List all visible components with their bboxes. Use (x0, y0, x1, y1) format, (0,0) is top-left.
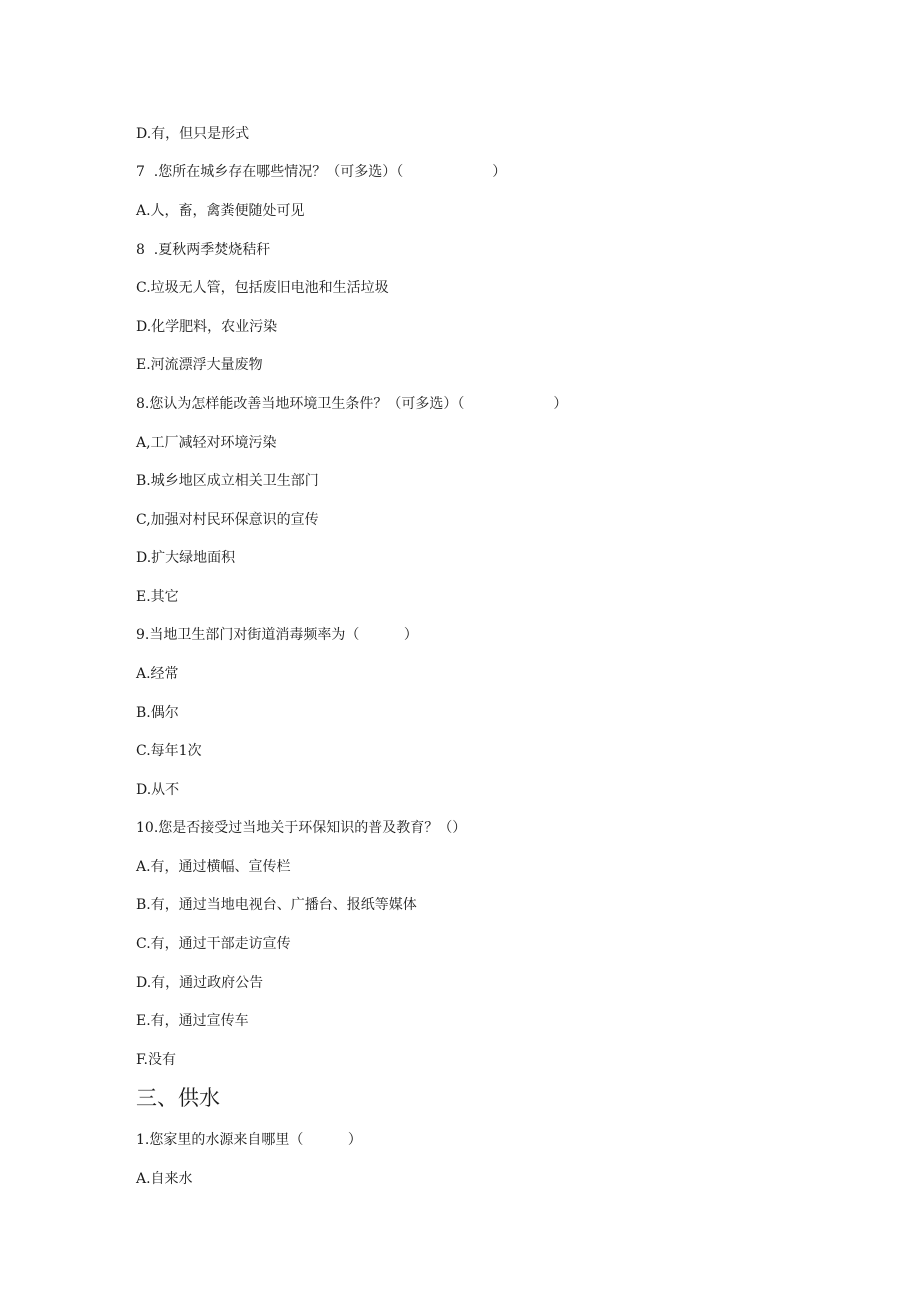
option-line: C.垃圾无人管，包括废旧电池和生活垃圾 (136, 280, 389, 296)
option-line: D.化学肥料，农业污染 (136, 319, 278, 335)
option-line: C.有，通过干部走访宣传 (136, 936, 291, 952)
section-heading: 三、供水 (136, 1086, 220, 1110)
option-line: E.有，通过宣传车 (136, 1013, 249, 1029)
option-line: D.从不 (136, 782, 180, 798)
question-line: 10.您是否接受过当地关于环保知识的普及教育？（） (136, 820, 467, 836)
question-line: 1.您家里的水源来自哪里（ ） (136, 1132, 362, 1148)
option-line: D.扩大绿地面积 (136, 550, 236, 566)
option-line: A.人，畜，禽粪便随处可见 (136, 203, 305, 219)
option-line: C.每年1次 (136, 743, 202, 759)
option-line: B.偶尔 (136, 705, 179, 721)
question-line: 9.当地卫生部门对街道消毒频率为（ ） (136, 627, 418, 643)
option-line: C,加强对村民环保意识的宣传 (136, 512, 319, 528)
option-line: A.有，通过横幅、宣传栏 (136, 859, 291, 875)
option-line: D.有，通过政府公告 (136, 975, 264, 991)
option-line: 8 .夏秋两季焚烧秸秆 (136, 242, 271, 258)
question-line: 8.您认为怎样能改善当地环境卫生条件？（可多选）（ ） (136, 396, 568, 412)
option-line: F.没有 (136, 1052, 176, 1068)
option-line: B.城乡地区成立相关卫生部门 (136, 473, 319, 489)
option-line: E.其它 (136, 589, 179, 605)
question-line: 7 .您所在城乡存在哪些情况？（可多选）（ ） (136, 164, 507, 180)
option-line: A,工厂减轻对环境污染 (136, 435, 277, 451)
option-line: A.经常 (136, 666, 179, 682)
option-line: E.河流漂浮大量废物 (136, 357, 263, 373)
option-line: D.有，但只是形式 (136, 126, 250, 142)
option-line: B.有，通过当地电视台、广播台、报纸等媒体 (136, 897, 417, 913)
option-line: A.自来水 (136, 1171, 193, 1187)
